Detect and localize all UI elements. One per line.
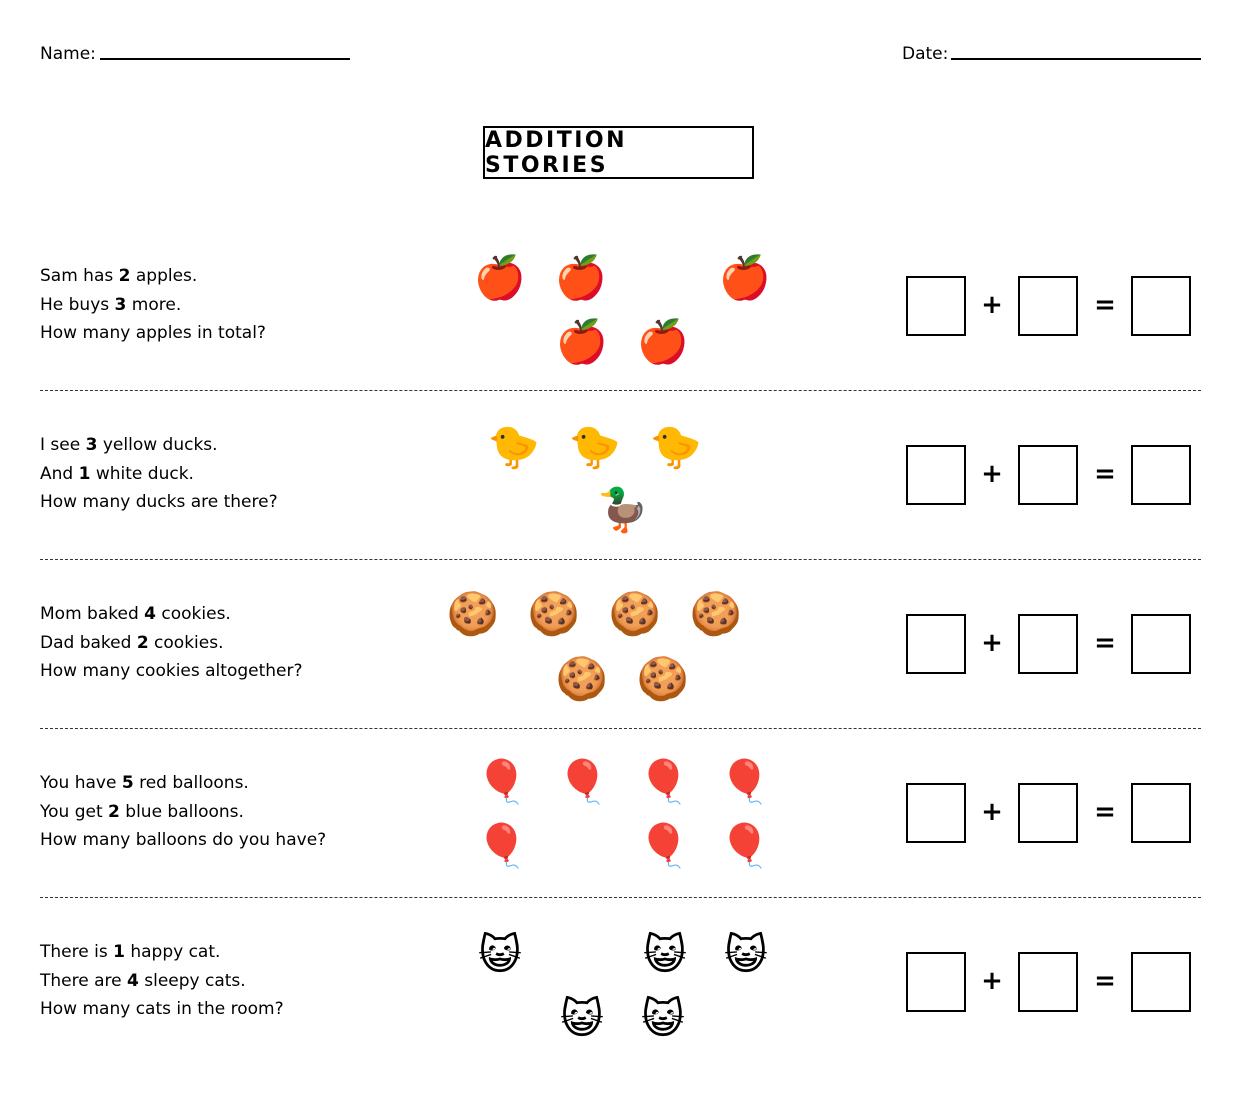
cat-icon: 😺 <box>478 930 522 979</box>
cookie-icon: 🍪 <box>608 589 662 638</box>
story-text <box>40 262 266 348</box>
story-number: 1 <box>78 463 91 484</box>
story-line: You have 5 red balloons. <box>40 773 249 793</box>
plus-sign: + <box>981 459 1003 489</box>
story-number: 2 <box>136 632 149 653</box>
story-line: He buys 3 more. <box>40 294 182 315</box>
mallard-duck-icon: 🦆 <box>596 485 650 534</box>
balloon-icon: 🎈 <box>637 757 691 806</box>
balloon-icon: 🎈 <box>475 821 529 870</box>
equals-sign: = <box>1094 459 1116 489</box>
story-line: How many ducks are there? <box>40 492 278 512</box>
name-field-line[interactable] <box>100 58 350 60</box>
apple-icon: 🍎 <box>555 317 609 366</box>
plus-sign: + <box>981 290 1003 320</box>
story-line: You get 2 blue balloons. <box>40 801 244 822</box>
plus-sign: + <box>981 966 1003 996</box>
equals-sign: = <box>1094 290 1116 320</box>
addend-2-box[interactable] <box>1018 445 1078 505</box>
story-number: 3 <box>114 294 127 315</box>
equals-sign: = <box>1094 966 1116 996</box>
cat-icon: 😺 <box>643 930 687 979</box>
sum-box[interactable] <box>1131 952 1191 1012</box>
story-text <box>40 600 303 686</box>
sum-box[interactable] <box>1131 276 1191 336</box>
sum-box[interactable] <box>1131 445 1191 505</box>
cat-icon: 😺 <box>641 994 685 1043</box>
story-line: Mom baked 4 cookies. <box>40 604 231 624</box>
story-text <box>40 769 326 855</box>
plus-sign: + <box>981 797 1003 827</box>
plus-sign: + <box>981 628 1003 658</box>
story-number: 3 <box>85 435 98 455</box>
addend-1-box[interactable] <box>906 614 966 674</box>
sum-box[interactable] <box>1131 614 1191 674</box>
sum-box[interactable] <box>1131 783 1191 843</box>
section-divider <box>40 559 1201 560</box>
apple-icon: 🍎 <box>554 253 608 302</box>
page-title: ADDITION STORIES <box>483 126 754 179</box>
addend-2-box[interactable] <box>1018 614 1078 674</box>
duck-icon: 🐤 <box>649 422 703 471</box>
addend-2-box[interactable] <box>1018 783 1078 843</box>
cookie-icon: 🍪 <box>446 589 500 638</box>
story-number: 5 <box>121 773 134 793</box>
cat-icon: 😺 <box>560 994 604 1043</box>
balloon-icon: 🎈 <box>556 757 610 806</box>
cat-icon: 😺 <box>724 930 768 979</box>
story-text <box>40 431 278 517</box>
cookie-icon: 🍪 <box>689 589 743 638</box>
story-line: And 1 white duck. <box>40 463 194 484</box>
cookie-icon: 🍪 <box>555 654 609 703</box>
section-divider <box>40 728 1201 729</box>
addend-1-box[interactable] <box>906 783 966 843</box>
addend-2-box[interactable] <box>1018 276 1078 336</box>
story-line: Dad baked 2 cookies. <box>40 632 224 653</box>
story-number: 2 <box>108 801 120 822</box>
cookie-icon: 🍪 <box>636 654 690 703</box>
story-line: Sam has 2 apples. <box>40 266 198 286</box>
section-divider <box>40 897 1201 898</box>
balloon-icon: 🎈 <box>475 757 529 806</box>
story-line: There is 1 happy cat. <box>40 942 221 962</box>
addend-1-box[interactable] <box>906 445 966 505</box>
duck-icon: 🐤 <box>568 422 622 471</box>
equals-sign: = <box>1094 628 1116 658</box>
date-field-line[interactable] <box>951 58 1201 60</box>
story-line: I see 3 yellow ducks. <box>40 435 218 455</box>
story-text <box>40 938 284 1024</box>
story-line: How many balloons do you have? <box>40 830 327 850</box>
story-line: There are 4 sleepy cats. <box>40 970 246 991</box>
story-line: How many apples in total? <box>40 323 266 343</box>
balloon-icon: 🎈 <box>718 757 772 806</box>
apple-icon: 🍎 <box>718 253 772 302</box>
story-number: 4 <box>127 970 139 991</box>
balloon-icon: 🎈 <box>637 821 691 870</box>
story-line: How many cookies altogether? <box>40 661 303 681</box>
apple-icon: 🍎 <box>636 317 690 366</box>
balloon-icon: 🎈 <box>718 821 772 870</box>
duck-icon: 🐤 <box>487 422 541 471</box>
equals-sign: = <box>1094 797 1116 827</box>
story-number: 4 <box>144 604 156 624</box>
story-number: 1 <box>113 942 125 962</box>
date-label: Date: <box>902 44 949 64</box>
section-divider <box>40 390 1201 391</box>
name-label: Name: <box>40 44 96 64</box>
story-number: 2 <box>118 266 131 286</box>
apple-icon: 🍎 <box>473 253 527 302</box>
story-line: How many cats in the room? <box>40 999 284 1019</box>
addend-1-box[interactable] <box>906 952 966 1012</box>
addend-2-box[interactable] <box>1018 952 1078 1012</box>
cookie-icon: 🍪 <box>527 589 581 638</box>
addend-1-box[interactable] <box>906 276 966 336</box>
